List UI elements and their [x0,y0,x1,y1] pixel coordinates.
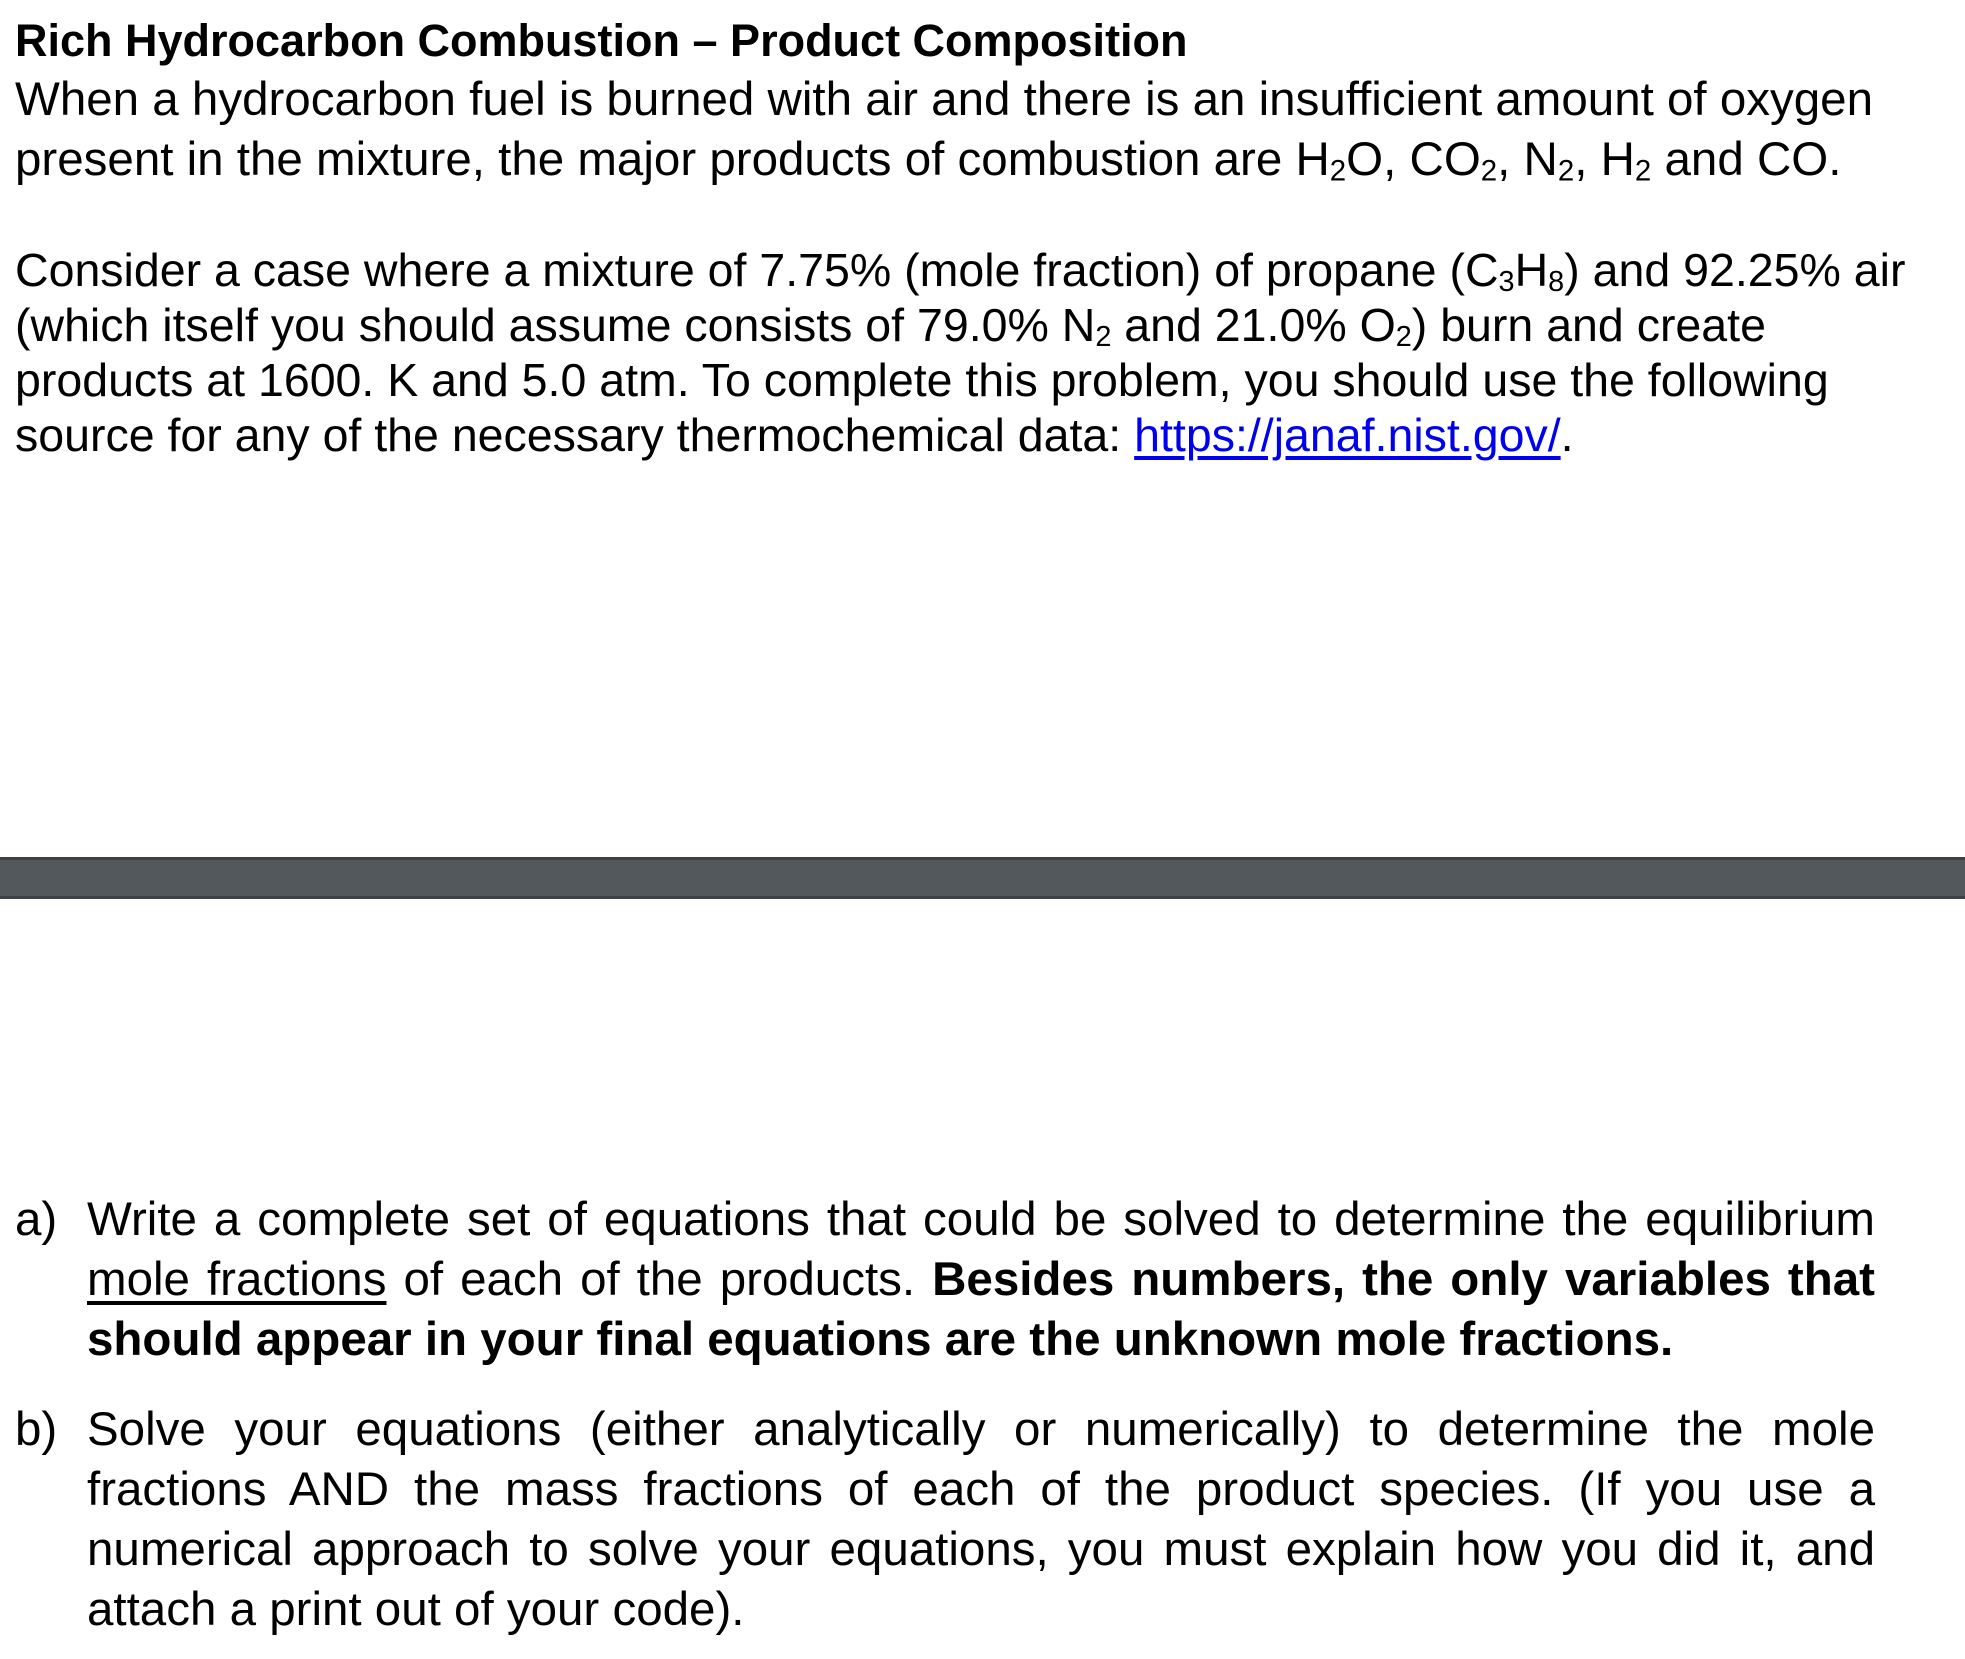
bold-instruction: Besides numbers, the only variables that should appear in your final equations are the unknown mole fractions. [87,1253,1875,1366]
janaf-link[interactable]: https://janaf.nist.gov/ [1134,409,1561,461]
question-marker: a) [15,1193,58,1246]
problem-text: . [1560,409,1574,461]
subscript: 2 [1095,321,1112,354]
question-b [15,1400,1875,1640]
question-marker: b) [15,1403,58,1456]
problem-text: ) burn and create products at 1600. K and 5.0 atm. To complete this problem, you should use the following source for any of the necessary thermochemical data: [15,299,1829,461]
subscript: 8 [1548,266,1565,299]
problem-text: H [1514,244,1549,296]
question-a [15,1190,1875,1370]
page-divider-bar [0,857,1965,899]
intro-text: and CO. [1651,133,1842,186]
intro-text: O, CO [1346,133,1481,186]
problem-text: and 21.0% O [1111,299,1396,351]
subscript: 2 [1480,154,1498,188]
subscript: 2 [1634,154,1652,188]
page-title: Rich Hydrocarbon Combustion – Product Composition [15,15,1188,66]
question-text: of each of the products. [386,1253,933,1306]
question-text: Solve your equations (either analytically or numerically) to determine the mole fractions AND the mass fractions of each of the product species. (If you use a numerical approach to solve your equations, you must explain how you did it, and attach a print out of your code). [87,1403,1875,1636]
subscript: 2 [1395,321,1412,354]
question-list [15,1190,1875,1640]
intro-text: When a hydrocarbon fuel is burned with air and there is an insufficient amount of oxygen present in the mixture, the major products of combustion are H [15,73,1873,186]
subscript: 2 [1557,154,1575,188]
intro-text: , H [1574,133,1635,186]
document-top [15,12,1945,463]
intro-paragraph [15,70,1945,190]
question-text: Write a complete set of equations that could be solved to determine the equilibrium [87,1193,1875,1246]
subscript: 2 [1329,154,1347,188]
problem-text: ) and 92.25% air (which itself you should assume consists of 79.0% N [15,244,1906,351]
intro-text: , N [1497,133,1558,186]
problem-paragraph [15,243,1945,463]
underlined-text: mole fractions [87,1253,387,1306]
problem-text: Consider a case where a mixture of 7.75% (mole fraction) of propane (C [15,244,1499,296]
subscript: 3 [1498,266,1515,299]
